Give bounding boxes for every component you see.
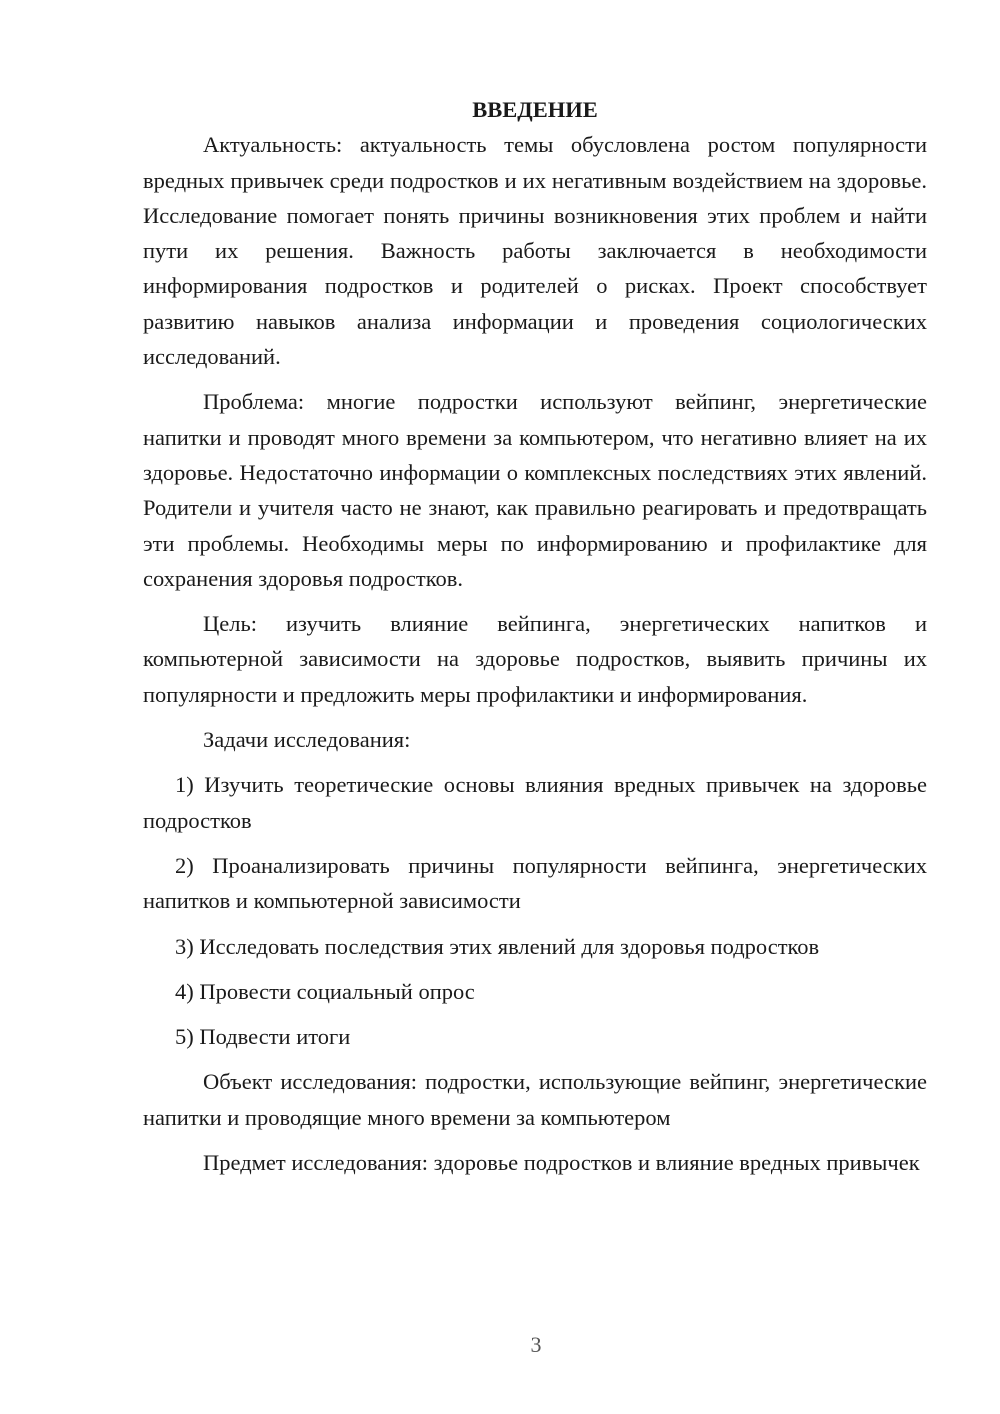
list-item: 2) Проанализировать причины популярности вейпинга, энергетических напитков и компьютерной зависимости	[143, 852, 927, 914]
page-content	[143, 92, 927, 1180]
list-item: 3) Исследовать последствия этих явлений для здоровья подростков	[175, 933, 820, 959]
page-number: 3	[530, 1332, 542, 1357]
problem-paragraph: Проблема: многие подростки используют вейпинг, энергетические напитки и проводят много времени за компьютером, что негативно влияет на их здоровье. Недостаточно информации о комплексных последствиях этих явлений. Родители и учителя часто не знают, как правильно реагировать и предотвращать эти проблемы. Необходимы меры по информированию и профилактике для сохранения здоровья подростков.	[143, 389, 927, 591]
list-item: 4) Провести социальный опрос	[175, 978, 475, 1004]
list-item: 1) Изучить теоретические основы влияния вредных привычек на здоровье подростков	[143, 772, 927, 833]
tasks-list	[143, 767, 927, 1054]
list-item: 5) Подвести итоги	[175, 1024, 351, 1050]
page-title: ВВЕДЕНИЕ	[472, 97, 598, 122]
subject-paragraph: Предмет исследования: здоровье подростков и влияние вредных привычек	[203, 1150, 920, 1176]
goal-paragraph: Цель: изучить влияние вейпинга, энергетических напитков и компьютерной зависимости на здоровье подростков, выявить причины их популярности и предложить меры профилактики и информирования.	[143, 611, 927, 707]
relevance-paragraph: Актуальность: актуальность темы обусловлена ростом популярности вредных привычек среди подростков и их негативным воздействием на здоровье. Исследование помогает понять причины возникновения этих проблем и найти пути их решения. Важность работы заключается в необходимости информирования подростков и родителей о рисках. Проект способствует развитию навыков анализа информации и проведения социологических исследований.	[143, 132, 927, 370]
object-paragraph: Объект исследования: подростки, использующие вейпинг, энергетические напитки и проводящие много времени за компьютером	[143, 1069, 927, 1130]
tasks-heading: Задачи исследования:	[203, 727, 411, 753]
